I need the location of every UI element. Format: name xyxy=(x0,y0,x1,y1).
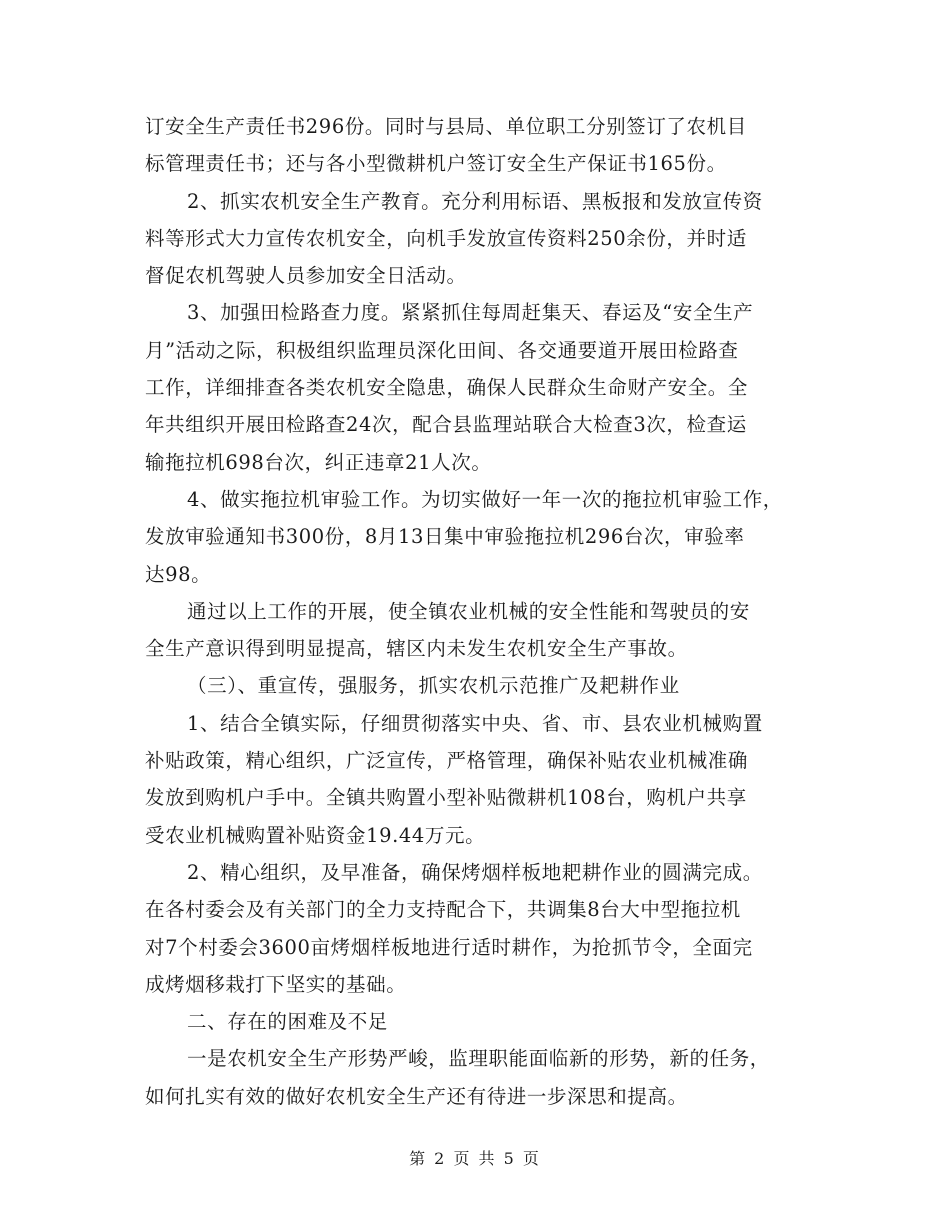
text-line: 二、存在的困难及不足 xyxy=(187,1010,389,1034)
text-line: 4、做实拖拉机审验工作。为切实做好一年一次的拖拉机审验工作， xyxy=(187,487,783,511)
text-line: 月”活动之际，积极组织监理员深化田间、各交通要道开展田检路查 xyxy=(145,338,739,362)
text-line: 成烤烟移栽打下坚实的基础。 xyxy=(145,972,407,996)
text-line: 3、加强田检路查力度。紧紧抓住每周赶集天、春运及“安全生产 xyxy=(187,301,754,325)
text-line: 2、抓实农机安全生产教育。充分利用标语、黑板报和发放宣传资 xyxy=(187,189,763,213)
text-line: 在各村委会及有关部门的全力支持配合下，共调集8台大中型拖拉机 xyxy=(145,898,741,922)
text-line: （三）、重宣传，强服务，抓实农机示范推广及耙耕作业 xyxy=(187,674,680,698)
text-line: 受农业机械购置补贴资金19.44万元。 xyxy=(145,823,486,847)
text-line: 年共组织开展田检路查24次，配合县监理站联合大检查3次，检查运 xyxy=(145,413,747,437)
text-line: 全生产意识得到明显提高，辖区内未发生农机安全生产事故。 xyxy=(145,637,688,661)
text-line: 补贴政策，精心组织，广泛宣传，严格管理，确保补贴农业机械准确 xyxy=(145,749,749,773)
text-line: 标管理责任书；还与各小型微耕机户签订安全生产保证书165份。 xyxy=(145,152,727,176)
text-line: 1、结合全镇实际，仔细贯彻落实中央、省、市、县农业机械购置 xyxy=(187,711,763,735)
text-line: 料等形式大力宣传农机安全，向机手发放宣传资料250余份，并时适 xyxy=(145,226,747,250)
text-line: 一是农机安全生产形势严峻，监理职能面临新的形势，新的任务， xyxy=(187,1047,770,1071)
text-line: 如何扎实有效的做好农机安全生产还有待进一步深思和提高。 xyxy=(145,1084,688,1108)
text-line: 输拖拉机698台次，纠正违章21人次。 xyxy=(145,450,492,474)
text-line: 2、精心组织，及早准备，确保烤烟样板地耙耕作业的圆满完成。 xyxy=(187,860,763,884)
text-line: 订安全生产责任书296份。同时与县局、单位职工分别签订了农机目 xyxy=(145,115,747,138)
text-line: 督促农机驾驶人员参加安全日活动。 xyxy=(145,264,467,288)
page-footer xyxy=(0,1146,950,1169)
document-body xyxy=(145,108,820,1115)
text-line: 工作，详细排查各类农机安全隐患，确保人民群众生命财产安全。全 xyxy=(145,376,749,400)
text-line: 达98。 xyxy=(145,562,212,586)
text-line: 发放审验通知书300份，8月13日集中审验拖拉机296台次，审验率 xyxy=(145,525,745,549)
text-line: 发放到购机户手中。全镇共购置小型补贴微耕机108台，购机户共享 xyxy=(145,786,747,810)
text-line: 通过以上工作的开展，使全镇农业机械的安全性能和驾驶员的安 xyxy=(187,599,750,623)
text-line: 对7个村委会3600亩烤烟样板地进行适时耕作，为抢抓节令，全面完 xyxy=(145,935,753,959)
page-number-label: 第 2 页 共 5 页 xyxy=(409,1149,541,1168)
